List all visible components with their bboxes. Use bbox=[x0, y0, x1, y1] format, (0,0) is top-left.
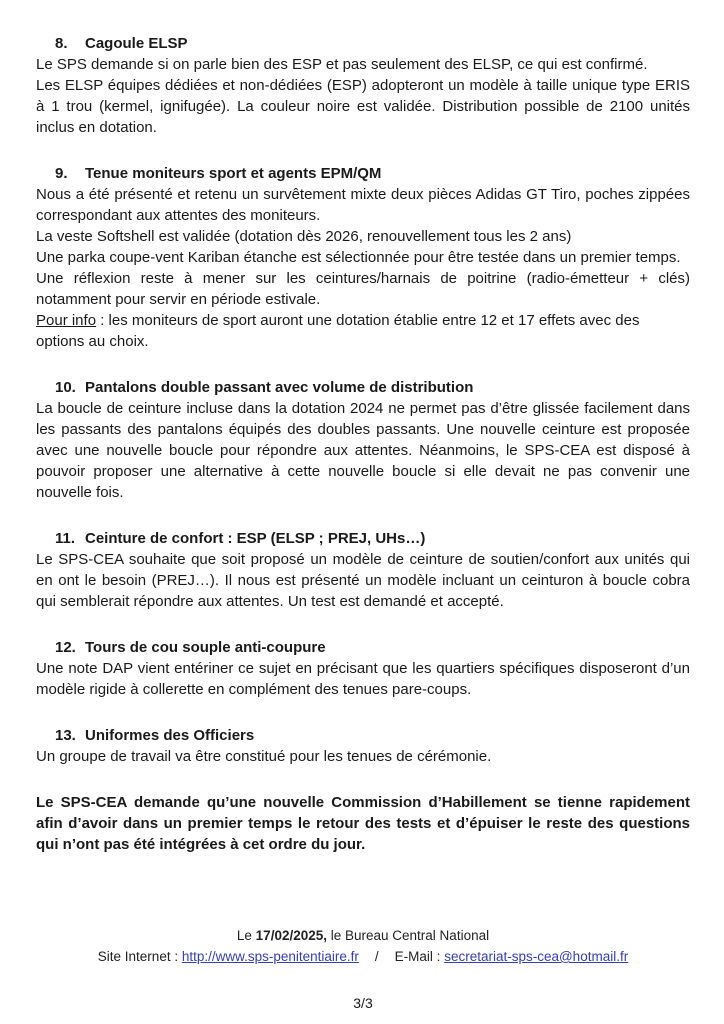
section-paragraph bbox=[36, 549, 690, 612]
section-paragraph bbox=[36, 184, 690, 226]
section-number: 9. bbox=[55, 165, 68, 182]
section-title: Tenue moniteurs sport et agents EPM/QM bbox=[85, 165, 382, 182]
document-section bbox=[36, 725, 690, 767]
text-run: La veste Softshell est validée (dotation dès 2026, renouvellement tous les 2 ans) bbox=[36, 228, 572, 245]
document-section bbox=[36, 163, 690, 352]
section-title: Ceinture de confort : ESP (ELSP ; PREJ, UHs…) bbox=[85, 530, 426, 547]
section-title: Tours de cou souple anti-coupure bbox=[85, 639, 326, 656]
email-link[interactable]: secretariat-sps-cea@hotmail.fr bbox=[444, 949, 629, 964]
footer-separator: / bbox=[374, 949, 379, 964]
document-footer bbox=[36, 925, 690, 967]
site-link[interactable]: http://www.sps-penitentiaire.fr bbox=[181, 949, 359, 964]
text-run: Une parka coupe-vent Kariban étanche est sélectionnée pour être testée dans un premier temps. bbox=[36, 249, 681, 266]
text-run: Le SPS-CEA souhaite que soit proposé un modèle de ceinture de soutien/confort aux unités qui en ont le besoin (PREJ…). Il nous est présenté un modèle incluant un ceinturon à boucle cobra qui semblerait répondre aux attentes. Un test est demandé et accepté. bbox=[36, 551, 690, 610]
footer-date-suffix: le Bureau Central National bbox=[327, 928, 490, 943]
footer-date-prefix: Le bbox=[236, 928, 256, 943]
section-paragraph bbox=[36, 746, 690, 767]
document-section bbox=[36, 637, 690, 700]
section-number: 13. bbox=[55, 727, 76, 744]
section-heading bbox=[36, 377, 690, 398]
page-number: 3/3 bbox=[353, 995, 373, 1011]
section-title: Uniformes des Officiers bbox=[85, 727, 255, 744]
closing-paragraph: Le SPS-CEA demande qu’une nouvelle Commission d’Habillement se tienne rapidement afin d’avoir dans un premier temps le retour des tests et d’épuiser le reste des questions qui n’ont pas été intégrées à cet ordre du jour. bbox=[36, 794, 690, 853]
section-number: 8. bbox=[55, 35, 68, 52]
section-paragraph bbox=[36, 54, 690, 75]
text-run: Les ELSP équipes dédiées et non-dédiées (ESP) adopteront un modèle à taille unique type ERIS à 1 trou (kermel, ignifugée). La couleur noire est validée. Distribution possible de 2100 unités inclus en dotation. bbox=[36, 77, 690, 136]
section-paragraph bbox=[36, 268, 690, 310]
footer-date: 17/02/2025, bbox=[255, 928, 327, 943]
section-paragraph bbox=[36, 658, 690, 700]
section-heading bbox=[36, 163, 690, 184]
section-paragraph bbox=[36, 247, 690, 268]
section-heading bbox=[36, 33, 690, 54]
section-title: Cagoule ELSP bbox=[85, 35, 188, 52]
section-number: 11. bbox=[55, 530, 76, 547]
section-number: 12. bbox=[55, 639, 76, 656]
text-run: : les moniteurs de sport auront une dotation établie entre 12 et 17 effets avec des options au choix. bbox=[36, 312, 640, 350]
footer-links-line bbox=[36, 946, 690, 967]
section-number: 10. bbox=[55, 379, 76, 396]
text-run: Nous a été présenté et retenu un survêtement mixte deux pièces Adidas GT Tiro, poches zippées correspondant aux attentes des moniteurs. bbox=[36, 186, 690, 224]
section-paragraph bbox=[36, 75, 690, 138]
section-paragraph bbox=[36, 398, 690, 503]
footer-date-line bbox=[36, 925, 690, 946]
site-label: Site Internet : bbox=[97, 949, 182, 964]
text-run: Une réflexion reste à mener sur les ceintures/harnais de poitrine (radio-émetteur + clés) notamment pour servir en période estivale. bbox=[36, 270, 690, 308]
section-title: Pantalons double passant avec volume de distribution bbox=[85, 379, 474, 396]
text-run: Une note DAP vient entériner ce sujet en précisant que les quartiers spécifiques disposeront d’un modèle rigide à collerette en complément des tenues pare-coups. bbox=[36, 660, 690, 698]
section-heading bbox=[36, 725, 690, 746]
document-section bbox=[36, 33, 690, 138]
document-section bbox=[36, 528, 690, 612]
section-paragraph bbox=[36, 310, 690, 352]
text-run: La boucle de ceinture incluse dans la dotation 2024 ne permet pas d’être glissée facilement dans les passants des pantalons équipés des doubles passants. Une nouvelle ceinture est proposée avec une nouvelle boucle pour répondre aux attentes. Néanmoins, le SPS-CEA est disposé à pouvoir proposer une alternative à cette nouvelle boucle si elle devait ne pas convenir une nouvelle fois. bbox=[36, 400, 690, 501]
text-run: Le SPS demande si on parle bien des ESP et pas seulement des ELSP, ce qui est confirmé. bbox=[36, 56, 648, 73]
document-body bbox=[36, 33, 690, 767]
text-run: Un groupe de travail va être constitué pour les tenues de cérémonie. bbox=[36, 748, 492, 765]
document-section bbox=[36, 377, 690, 503]
section-heading bbox=[36, 637, 690, 658]
email-label: E-Mail : bbox=[394, 949, 445, 964]
text-run: Pour info bbox=[36, 312, 97, 329]
section-heading bbox=[36, 528, 690, 549]
section-paragraph bbox=[36, 226, 690, 247]
